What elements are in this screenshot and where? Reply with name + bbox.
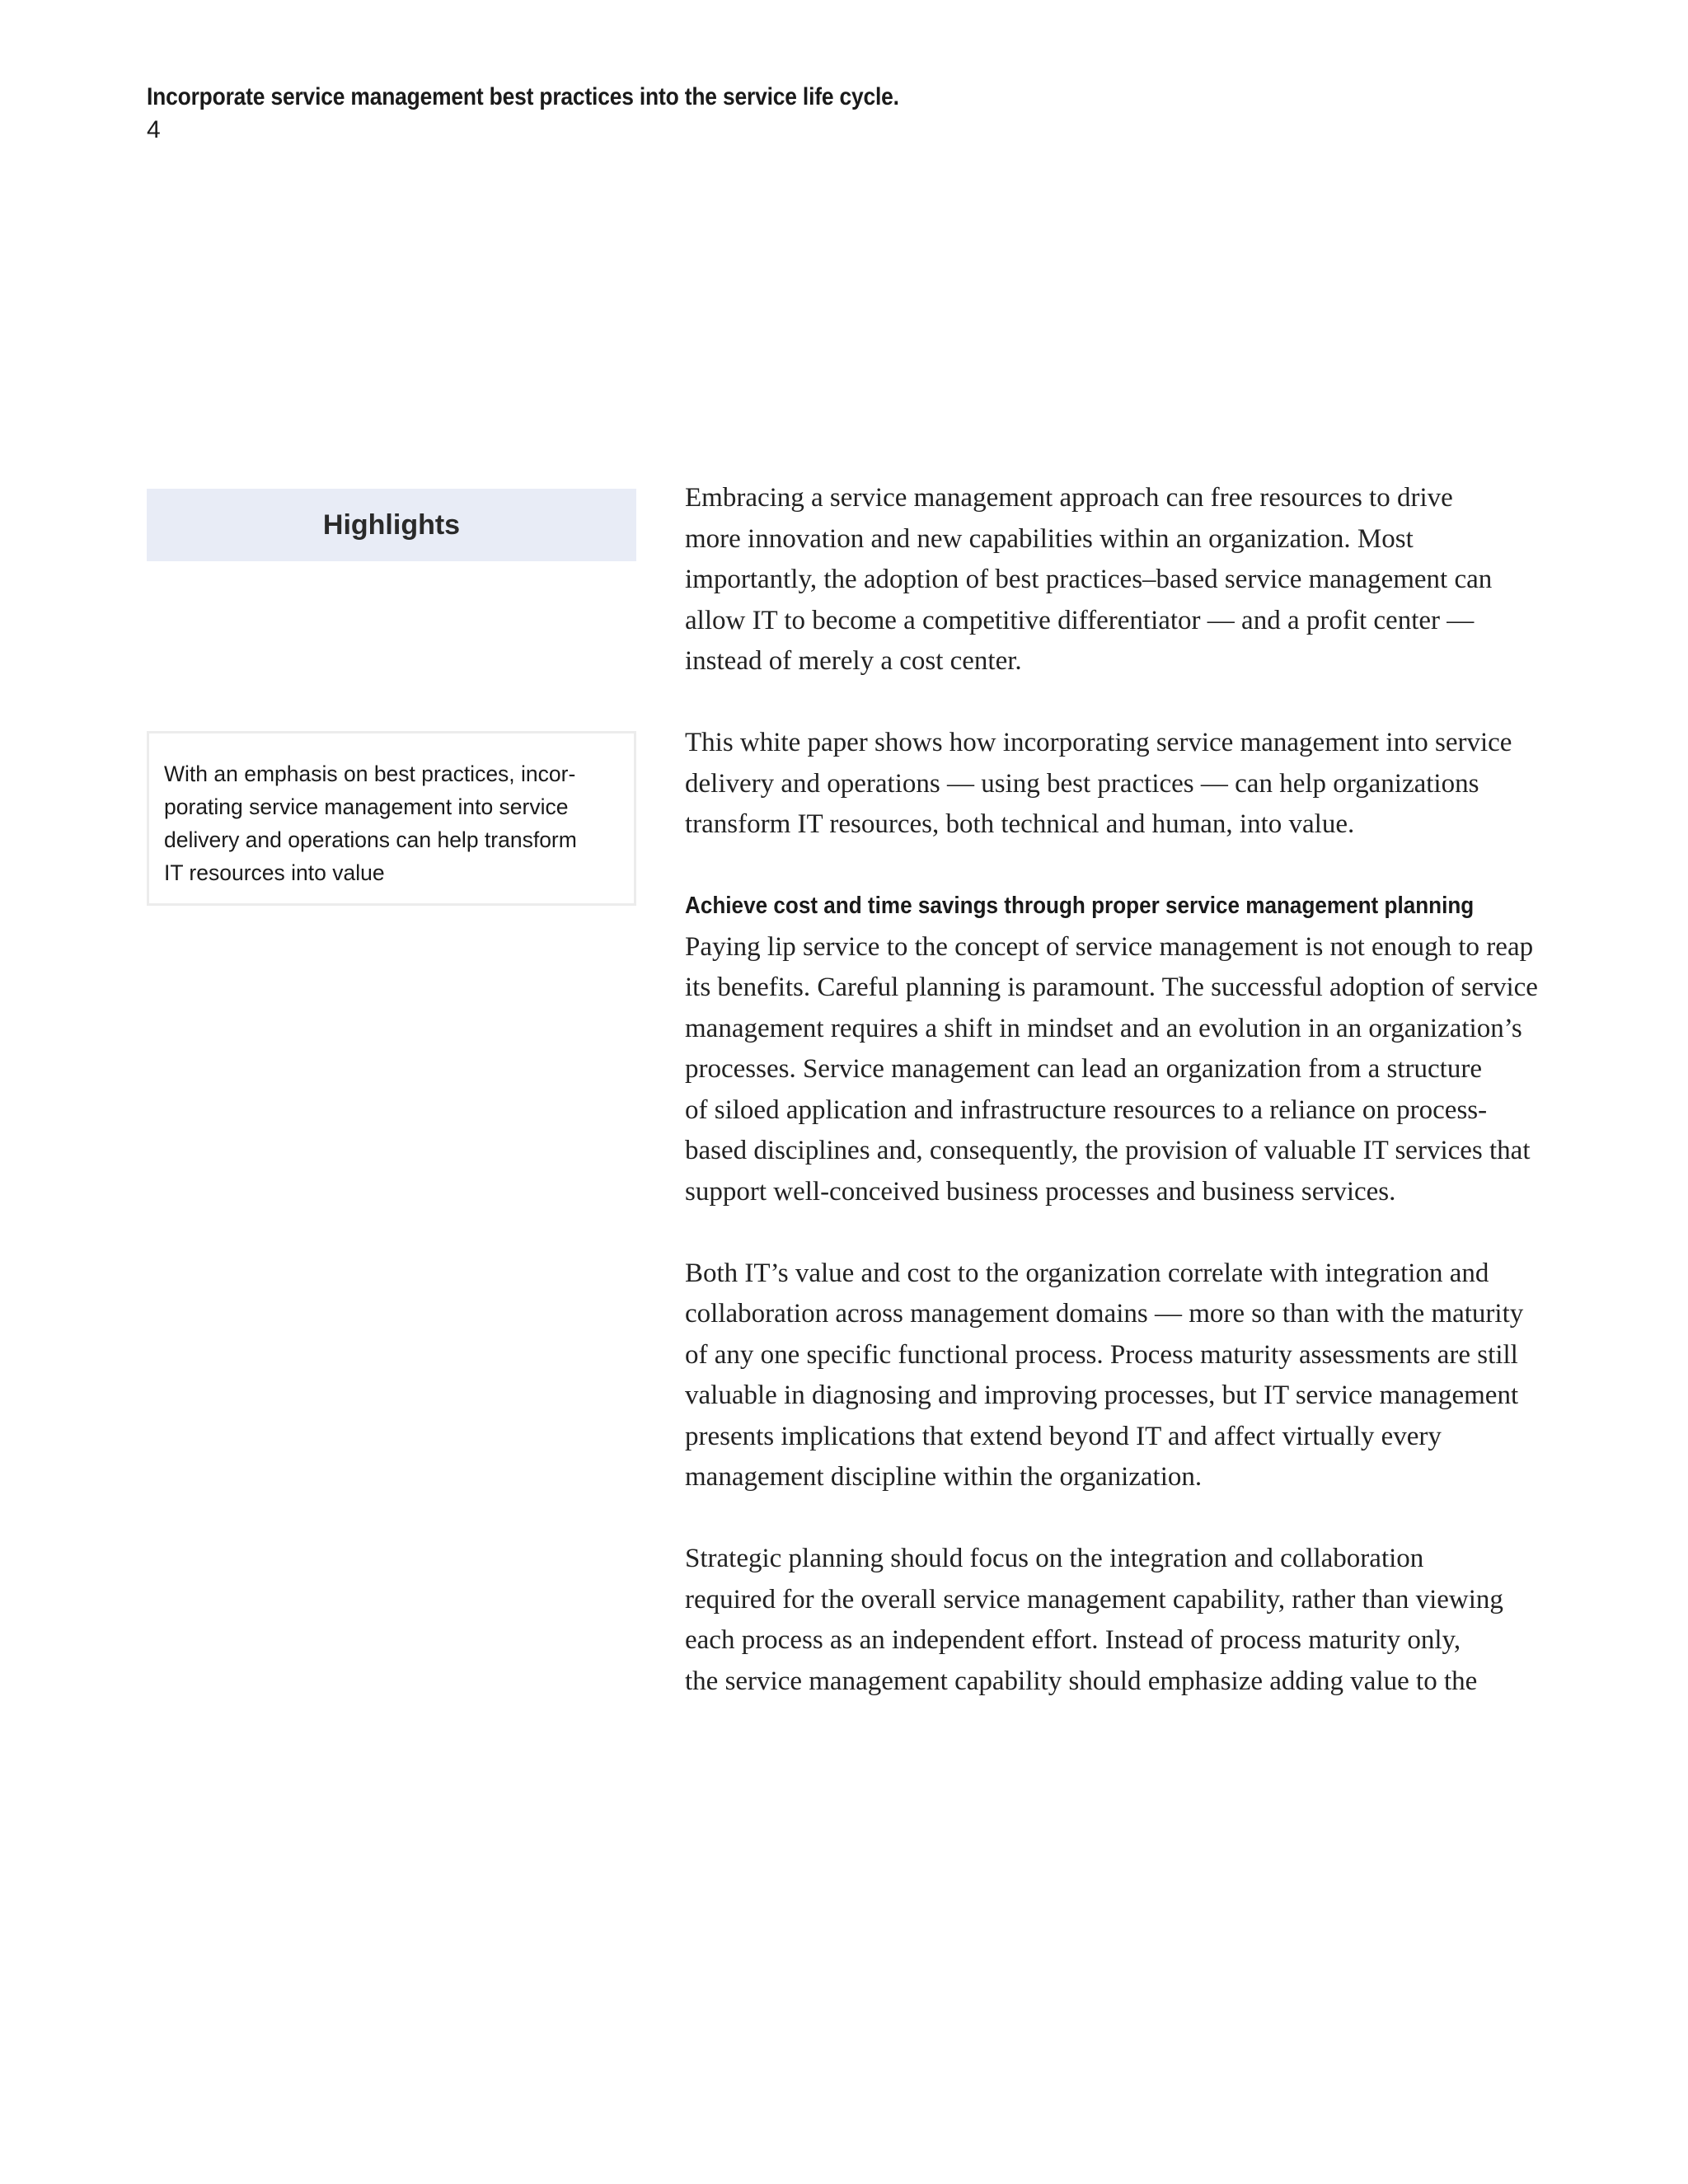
body-paragraph: Strategic planning should focus on the integration and collaboration required for the overall service management capability, rather than viewing each process as an independent effort. Instead of process maturity only, the service management capability should emphasize adding value to the — [685, 1544, 1503, 1696]
section-heading: Achieve cost and time savings through proper service management planning — [685, 893, 1475, 919]
highlights-header — [147, 489, 636, 561]
running-header-title: Incorporate service management best practices into the service life cycle. — [147, 83, 899, 110]
page-number: 4 — [147, 116, 161, 143]
highlight-text: With an emphasis on best practices, incor- porating service management into service delivery and operations can help transform IT resources into value — [164, 762, 577, 885]
highlights-title: Highlights — [322, 509, 461, 541]
main-body — [685, 478, 1575, 1743]
body-paragraph: Paying lip service to the concept of service management is not enough to reap its benefits. Careful planning is paramount. The successful adoption of service management requires a shift in mindset and an evolution in an organization’s processes. Service management can lead an organization from a structure of siloed application and infrastructure resources to a reliance on process- based disciplines and, consequently, the provision of valuable IT services that support well-conceived business processes and business services. — [685, 931, 1538, 1207]
intro-paragraph: This white paper shows how incorporating service management into service delivery and operations — using best practices — can help organizations transform IT resources, both technical and human, into value. — [685, 728, 1512, 839]
intro-paragraph: Embracing a service management approach can free resources to drive more innovation and new capabilities within an organization. Most importantly, the adoption of best practices–based service management can allow IT to become a competitive differentiator — and a profit center — instead of merely a cost center. — [685, 483, 1493, 676]
body-paragraph: Both IT’s value and cost to the organization correlate with integration and collaboration across management domains — more so than with the maturity of any one specific functional process. Process maturity assessments are still valuable in diagnosing and improving processes, but IT service management presents implications that extend beyond IT and affect virtually every management discipline within the organization. — [685, 1258, 1524, 1492]
highlight-callout — [147, 731, 636, 906]
